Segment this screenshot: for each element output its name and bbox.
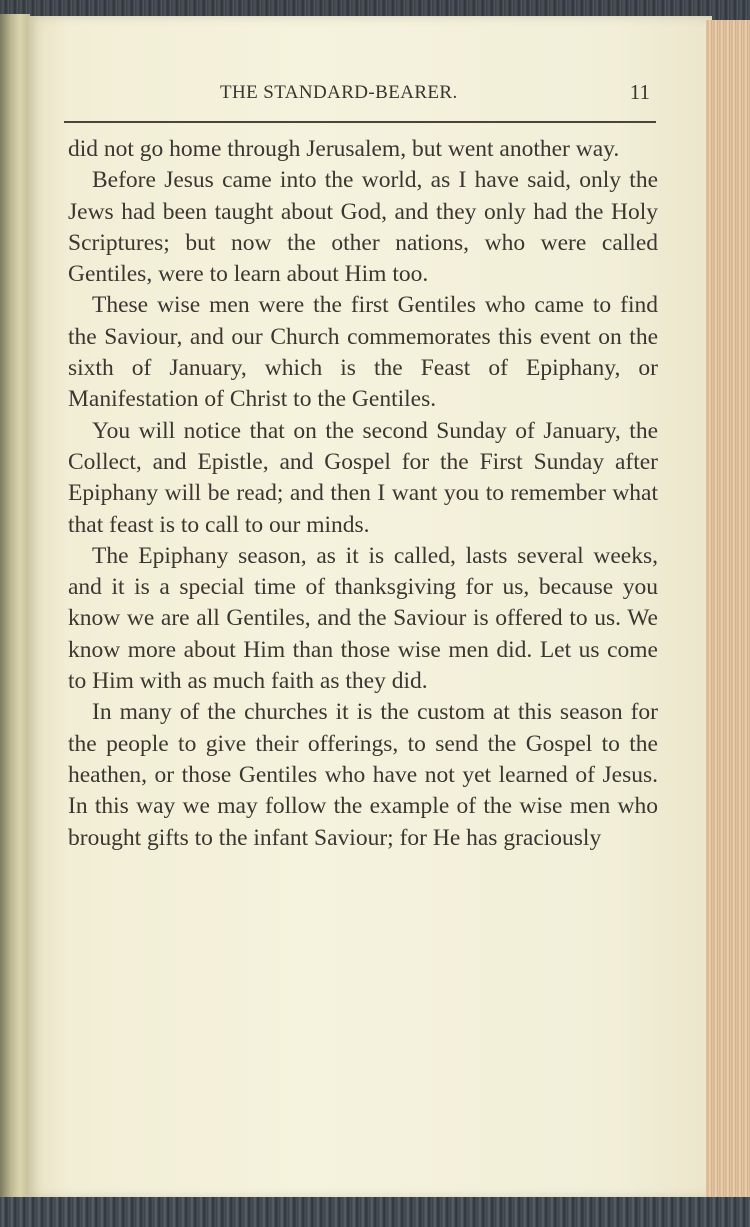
book-binding-bottom xyxy=(0,1197,750,1227)
running-header xyxy=(64,78,656,112)
body-text xyxy=(68,134,658,854)
paragraph: These wise men were the first Gentiles who came to find the Saviour, and our Church commemorates this event on the sixth of January, which is the Feast of Epiphany, or Manifestation of Christ to the Gentiles. xyxy=(68,292,658,413)
paragraph: You will notice that on the second Sunday of January, the Collect, and Epistle, and Gospel for the First Sunday after Epiphany will be read; and then I want you to remember what that feast is to call to our minds. xyxy=(68,417,658,538)
page-block-edge xyxy=(706,20,750,1198)
paragraph: Before Jesus came into the world, as I have said, only the Jews had been taught about God, and they only had the Holy Scriptures; but now the other nations, who were called Gentiles, were to learn about Him too. xyxy=(68,167,658,288)
page-number: 11 xyxy=(629,80,650,104)
header-rule xyxy=(64,121,656,123)
paragraph: In many of the churches it is the custom at this season for the people to give their offerings, to send the Gospel to the heathen, or those Gentiles who have not yet learned of Jesus. In this way we may follow the example of the wise men who brought gifts to the infant Saviour; for He has graciously xyxy=(68,699,658,851)
previous-page-edge xyxy=(0,14,30,1200)
paragraph: The Epiphany season, as it is called, lasts several weeks, and it is a special time of thanksgiving for us, because you know we are all Gentiles, and the Saviour is offered to us. We know more about Him than those wise men did. Let us come to Him with as much faith as they did. xyxy=(68,542,658,695)
running-title: THE STANDARD-BEARER. xyxy=(220,82,458,103)
paragraph-continued: did not go home through Jerusalem, but went another way. xyxy=(68,136,620,162)
